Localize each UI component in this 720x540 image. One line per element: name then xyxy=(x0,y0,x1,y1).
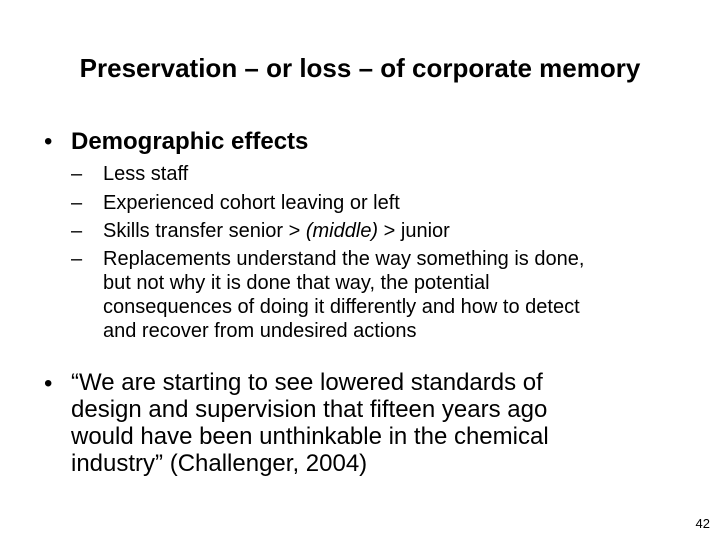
text-line: but not why it is done that way, the potential xyxy=(103,272,490,294)
text-line: would have been unthinkable in the chemical xyxy=(71,423,549,450)
quote-block xyxy=(71,369,549,477)
bullet-heading: Demographic effects xyxy=(71,128,309,155)
bullet-icon: • xyxy=(44,128,53,155)
sub-item-text: Experienced cohort leaving or left xyxy=(103,192,400,214)
text-line: design and supervision that fifteen years ago xyxy=(71,396,548,423)
dash-icon: – xyxy=(71,163,83,185)
bullet-icon: • xyxy=(44,370,53,397)
page-number: 42 xyxy=(695,516,710,531)
skills-pre: Skills transfer senior > xyxy=(103,220,306,242)
text-line: and recover from undesired actions xyxy=(103,320,417,342)
text-line: Replacements understand the way something is done, xyxy=(103,248,585,270)
dash-icon: – xyxy=(71,192,83,214)
skills-italic: (middle) xyxy=(305,220,379,242)
dash-icon: – xyxy=(71,248,83,270)
text-line: consequences of doing it differently and how to detect xyxy=(103,296,580,318)
dash-icon: – xyxy=(71,220,83,242)
sub-item-text: Less staff xyxy=(103,163,189,185)
skills-post: > junior xyxy=(378,220,450,242)
sub-item-text xyxy=(103,219,450,243)
slide-title: Preservation – or loss – of corporate memory xyxy=(79,53,641,83)
text-line: industry” (Challenger, 2004) xyxy=(71,450,368,477)
text-line: “We are starting to see lowered standards of xyxy=(71,369,543,396)
sub-item-text xyxy=(103,247,584,343)
